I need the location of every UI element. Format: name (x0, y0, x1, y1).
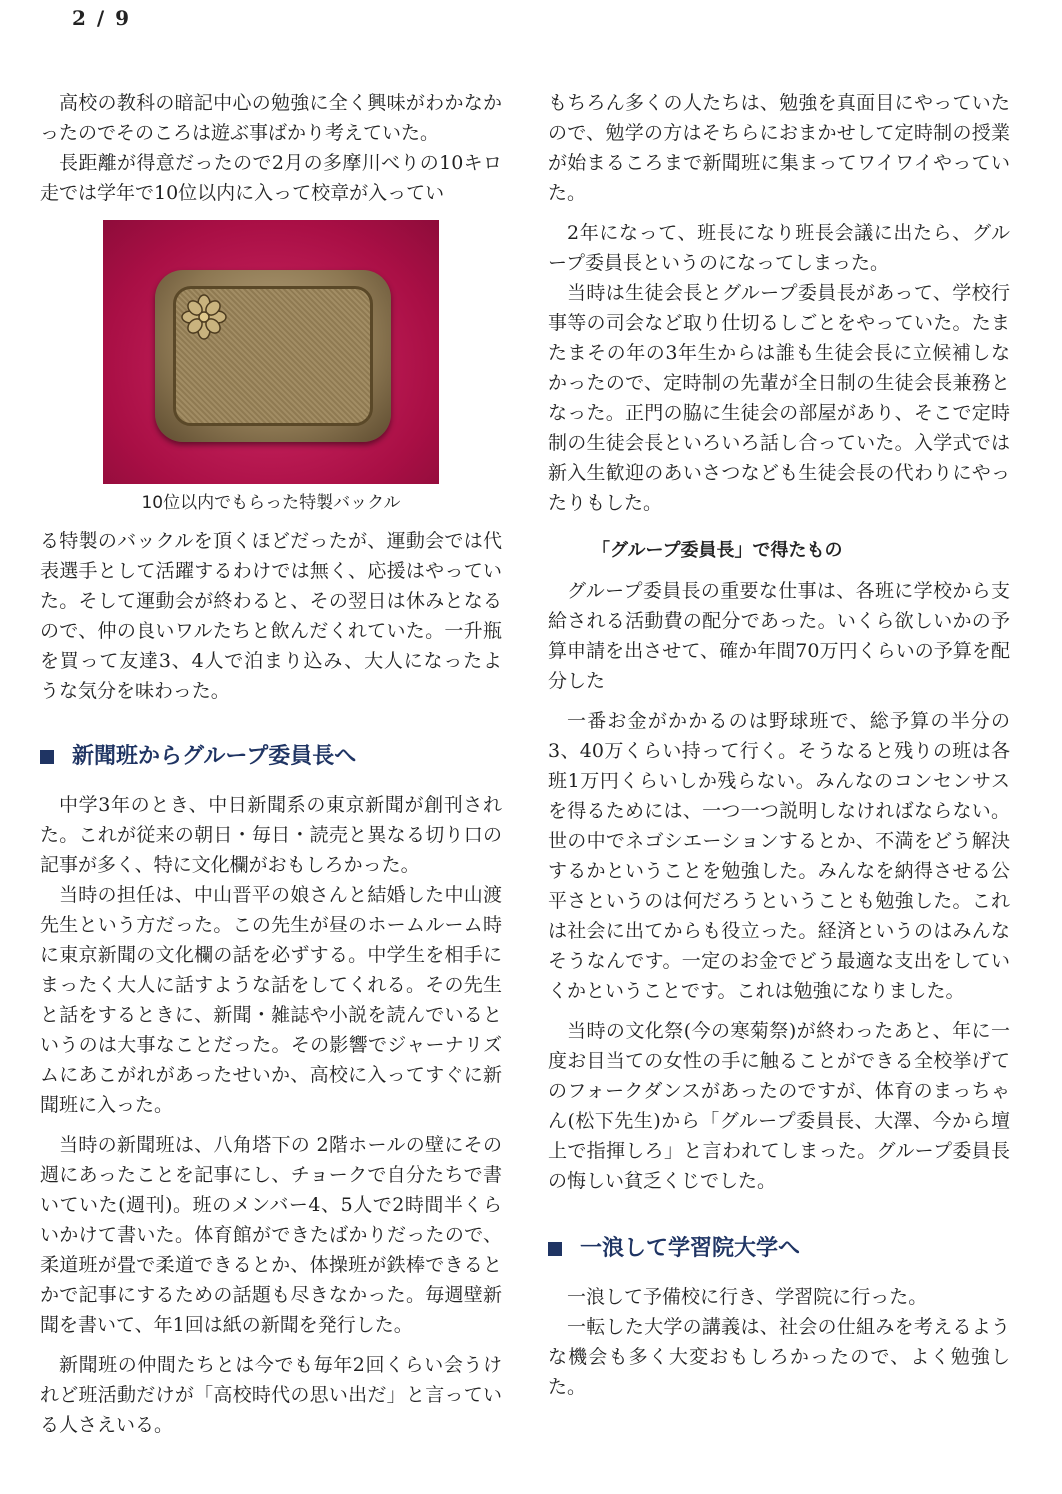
paragraph: 長距離が得意だったので2月の多摩川べりの10キロ走では学年で10位以内に入って校章が入ってい (40, 152, 502, 204)
flower-emblem-icon (181, 294, 227, 340)
paragraph: る特製のバックルを頂くほどだったが、運動会では代表選手として活躍するわけでは無く、応援はやっていた。そして運動会が終わると、その翌日は休みとなるので、仲の良いワルたちと飲んだくれていた。一升瓶を買って友達3、4人で泊まり込み、大人になったような気分を味わった。 (40, 530, 502, 702)
photo-caption: 10位以内でもらった特製バックル (141, 493, 401, 513)
section-heading: 一浪して学習院大学へ (548, 1234, 1010, 1264)
photo-figure (40, 220, 502, 518)
paragraph: 当時の新聞班は、八角塔下の 2階ホールの壁にその週にあったことを記事にし、チョークで自分たちで書いていた(週刊)。班のメンバー4、5人で2時間半くらいかけて書いた。体育館ができたばかりだったので、柔道班が畳で柔道できるとか、体操班が鉄棒できるとかで記事にするための話題も尽きなかった。毎週壁新聞を書いて、年1回は紙の新聞を発行した。 (40, 1134, 502, 1336)
paragraph: 2年になって、班長になり班長会議に出たら、グループ委員長というのになってしまった。 (548, 222, 1010, 274)
paragraph: 一番お金がかかるのは野球班で、総予算の半分の3、40万くらい持って行く。そうなると残りの班は各班1万円くらいしか残らない。みんなのコンセンサスを得るためには、一つ一つ説明しなければならない。世の中でネゴシエーションするとか、不満をどう解決するかということを勉強した。みんなを納得させる公平さというのは何だろうということも勉強した。これは社会に出てからも役立った。経済というのはみんなそうなんです。一定のお金でどう最適な支出をしていくかということです。これは勉強になりました。 (548, 710, 1010, 1002)
right-column (548, 88, 1010, 1402)
buckle-image (155, 270, 391, 442)
belt-buckle-photo (103, 220, 439, 484)
paragraph: 当時は生徒会長とグループ委員長があって、学校行事等の司会など取り仕切るしごとをやっていた。たまたまその年の3年生からは誰も生徒会長に立候補しなかったので、定時制の先輩が全日制の生徒会長兼務となった。正門の脇に生徒会の部屋があり、そこで定時制の生徒会長といろいろ話し合っていた。入学式では新入生歓迎のあいさつなども生徒会長の代わりにやったりもした。 (548, 282, 1010, 514)
paragraph: もちろん多くの人たちは、勉強を真面目にやっていたので、勉学の方はそちらにおまかせして定時制の授業が始まるころまで新聞班に集まってワイワイやっていた。 (548, 92, 1010, 204)
paragraph: 当時の文化祭(今の寒菊祭)が終わったあと、年に一度お目当ての女性の手に触ることができる全校挙げてのフォークダンスがあったのですが、体育のまっちゃん(松下先生)から「グループ委員長、大澤、今から壇上で指揮しろ」と言われてしまった。グループ委員長の悔しい貧乏くじでした。 (548, 1020, 1010, 1192)
paragraph: 高校の教科の暗記中心の勉強に全く興味がわかなかったのでそのころは遊ぶ事ばかり考えていた。 (40, 92, 502, 144)
paragraph: グループ委員長の重要な仕事は、各班に学校から支給される活動費の配分であった。いくら欲しいかの予算申請を出させて、確か年間70万円くらいの予算を配分した (548, 580, 1010, 692)
paragraph: 一浪して予備校に行き、学習院に行った。 (567, 1286, 928, 1308)
sub-heading: 「グループ委員長」で得たもの (592, 540, 843, 561)
section-heading: 新聞班からグループ委員長へ (40, 742, 502, 772)
paragraph: 新聞班の仲間たちとは今でも毎年2回くらい会うけれど班活動だけが「高校時代の思い出だ」と言っている人さえいる。 (40, 1354, 502, 1436)
paragraph: 当時の担任は、中山晋平の娘さんと結婚した中山渡先生という方だった。この先生が昼のホームルーム時に東京新聞の文化欄の話を必ずする。中学生を相手にまったく大人に話すような話をしてくれる。その先生と話をするときに、新聞・雑誌や小説を読んでいるというのは大事なことだった。その影響でジャーナリズムにあこがれがあったせいか、高校に入ってすぐに新聞班に入った。 (40, 884, 502, 1116)
square-bullet-icon (40, 750, 54, 764)
paragraph: 中学3年のとき、中日新聞系の東京新聞が創刊された。これが従来の朝日・毎日・読売と異なる切り口の記事が多く、特に文化欄がおもしろかった。 (40, 794, 502, 876)
paragraph: 一転した大学の講義は、社会の仕組みを考えるような機会も多く大変おもしろかったので、よく勉強した。 (548, 1316, 1010, 1398)
left-column (40, 88, 502, 1440)
page-number: 2 / 9 (72, 6, 132, 30)
square-bullet-icon (548, 1242, 562, 1256)
